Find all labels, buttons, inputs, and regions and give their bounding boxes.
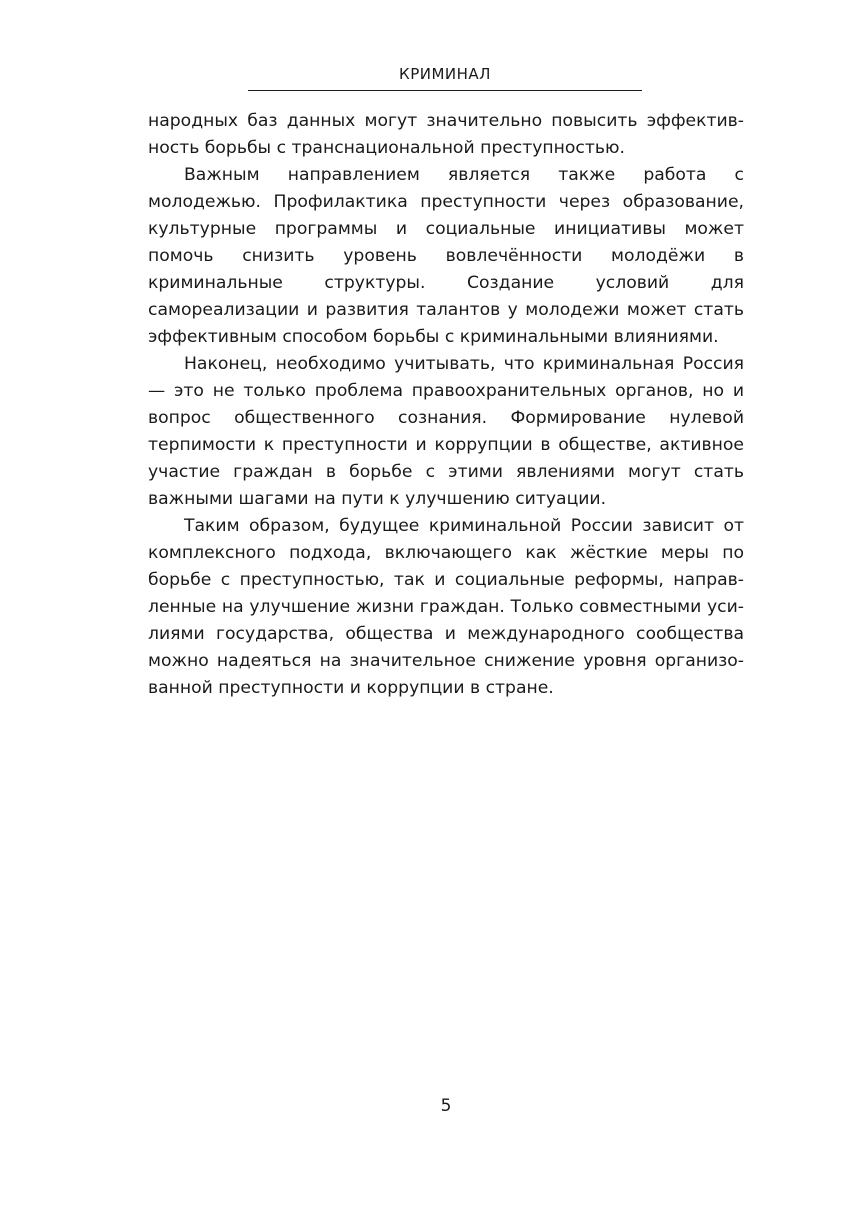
- header-rule: [248, 90, 642, 91]
- running-header: КРИМИНАЛ: [399, 65, 491, 83]
- page-number: 5: [440, 1096, 452, 1116]
- paragraph: народных баз данных могут значительно повысить эффективность борьбы с транснациональной преступностью.: [148, 111, 744, 158]
- paragraph: Таким образом, будущее криминальной России зависит от комплексного подхода, включающего как жёсткие меры по борьбе с преступностью, так и социальные реформы, направленные на улучшение жизни граждан. Только совместными усилиями государства, общества и международного сообщества можно надеяться на значительное снижение уровня организованной преступности и коррупции в стране.: [148, 516, 744, 698]
- body-text: [148, 108, 744, 702]
- paragraph: Наконец, необходимо учитывать, что криминальная Россия — это не только проблема правоохранительных органов, но и вопрос общественного сознания. Формирование нулевой терпимости к преступности и коррупции в обществе, активное участие граждан в борьбе с этими явлениями могут стать важными шагами на пути к улучшению ситуации.: [148, 354, 744, 509]
- paragraph: Важным направлением является также работа с молодежью. Профилактика преступности через образование, культурные программы и социальные инициативы может помочь снизить уровень вовлечённости молодёжи в криминальные структуры. Создание условий для самореализации и развития талантов у молодежи может стать эффективным способом борьбы с криминальными влияниями.: [148, 165, 744, 347]
